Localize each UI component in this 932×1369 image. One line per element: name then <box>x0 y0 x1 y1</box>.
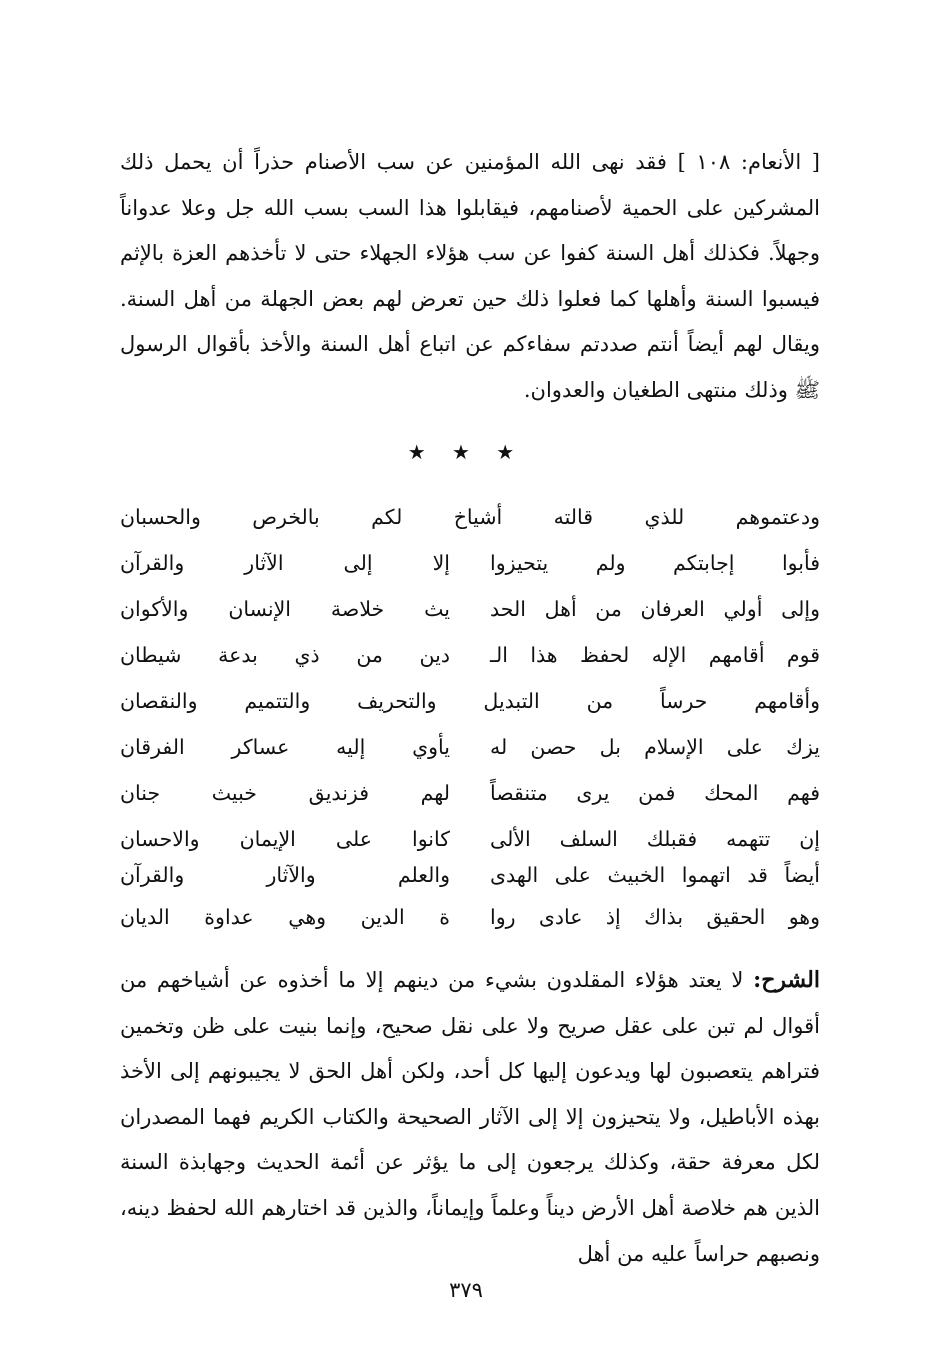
commentary-label: الشرح: <box>753 967 820 993</box>
verse-line <box>120 863 820 909</box>
verse-full: وأقامهم حرساً من التبديل والتحريف والتتميم والنقصان <box>120 689 820 713</box>
verse-full: ودعتموهم للذي قالته أشياخ لكم بالخرص والحسبان <box>120 505 820 529</box>
verse-first-hemistich: وإلى أولي العرفان من أهل الحد <box>490 597 820 621</box>
verse-first-hemistich: إن تتهمه فقبلك السلف الألى <box>490 827 820 851</box>
verse-line <box>120 781 820 827</box>
verse-second-hemistich: والعلم والآثار والقرآن <box>120 863 450 887</box>
verse-second-hemistich: دين من ذي بدعة شيطان <box>120 643 450 667</box>
page-number: ٣٧٩ <box>449 1278 483 1302</box>
verse-first-hemistich: قوم أقامهم الإله لحفظ هذا الـ <box>490 643 820 667</box>
verse-line <box>120 689 820 735</box>
verse-second-hemistich: كانوا على الإيمان والاحسان <box>120 827 450 851</box>
commentary-paragraph <box>120 958 820 1277</box>
verse-second-hemistich: يث خلاصة الإنسان والأكوان <box>120 597 450 621</box>
verse-line <box>120 735 820 781</box>
verse-line <box>120 597 820 643</box>
verse-second-hemistich: يأوي إليه عساكر الفرقان <box>120 735 450 759</box>
verse-second-hemistich: لهم فزنديق خبيث جنان <box>120 781 450 805</box>
verse-first-hemistich: وهو الحقيق بذاك إذ عادى روا <box>490 905 820 929</box>
verse-second-hemistich: ة الدين وهي عداوة الديان <box>120 905 450 929</box>
verse-second-hemistich: إلا إلى الآثار والقرآن <box>120 551 450 575</box>
verse-line <box>120 551 820 597</box>
verse-line <box>120 905 820 951</box>
paragraph-top: [ الأنعام: ١٠٨ ] فقد نهى الله المؤمنين عن سب الأصنام حذراً أن يحمل ذلك المشركين على الحمية لأصنامهم، فيقابلوا هذا السب بسب الله جل وعلا عدواناً وجهلاً. فكذلك أهل السنة كفوا عن سب هؤلاء الجهلاء حتى لا تأخذهم العزة بالإثم فيسبوا السنة وأهلها كما فعلوا ذلك حين تعرض لهم بعض الجهلة من أهل السنة. ويقال لهم أيضاً أنتم صددتم سفاءكم عن اتباع أهل السنة والأخذ بأقوال الرسول ﷺ وذلك منتهى الطغيان والعدوان. <box>120 150 821 402</box>
verse-first-hemistich: أيضاً قد اتهموا الخبيث على الهدى <box>490 863 820 887</box>
verse-first-hemistich: فأبوا إجابتكم ولم يتحيزوا <box>490 551 820 575</box>
verse-first-hemistich: فهم المحك فمن يرى متنقصاً <box>490 781 820 805</box>
verse-first-hemistich: يزك على الإسلام بل حصن له <box>490 735 820 759</box>
verse-line <box>120 643 820 689</box>
section-separator: ★ ★ ★ <box>407 440 525 464</box>
commentary-text: لا يعتد هؤلاء المقلدون بشيء من دينهم إلا ما أخذوه عن أشياخهم من أقوال لم تبن على عقل صريح ولا على نقل صحيح، وإنما بنيت على ظن وتخمين فتراهم يتعصبون لها ويدعون إليها كل أحد، ولكن أهل الحق لا يجيبونهم إلى الأخذ بهذه الأباطيل، ولا يتحيزون إلا إلى الآثار الصحيحة والكتاب الكريم فهما المصدران لكل معرفة حقة، وكذلك يرجعون إلى ما يؤثر عن أئمة الحديث وجهابذة السنة الذين هم خلاصة أهل الأرض ديناً وعلماً وإيماناً، والذين قد اختارهم الله لحفظ دينه، ونصبهم حراساً عليه من أهل <box>120 968 820 1266</box>
verse-line <box>120 505 820 551</box>
